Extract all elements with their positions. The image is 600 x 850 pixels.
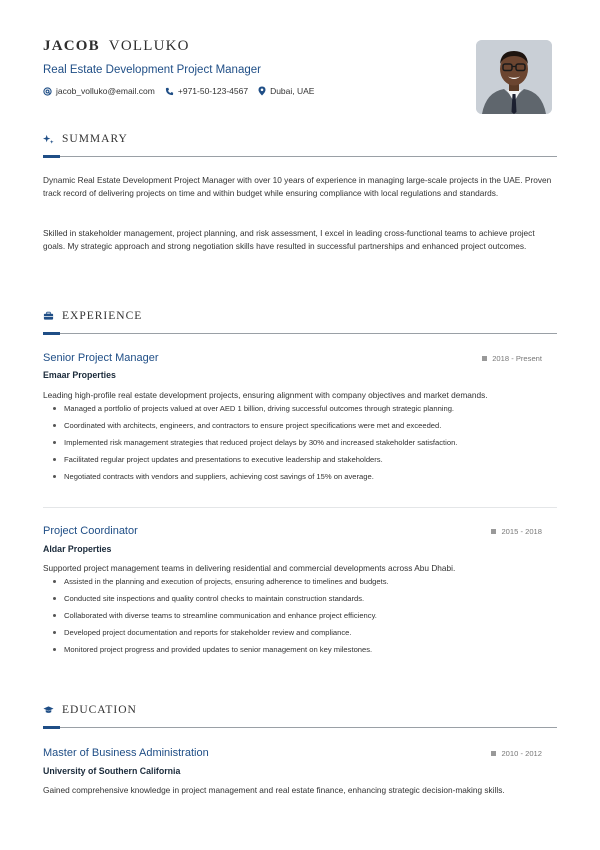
- list-item: Conducted site inspections and quality control checks to maintain construction standards.: [50, 590, 550, 607]
- school-name: University of Southern California: [43, 766, 181, 776]
- summary-heading: SUMMARY: [62, 133, 128, 145]
- list-item: Developed project documentation and reports for stakeholder review and compliance.: [50, 624, 550, 641]
- briefcase-icon: [43, 311, 54, 321]
- experience-heading: EXPERIENCE: [62, 310, 143, 322]
- list-item: Negotiated contracts with vendors and suppliers, achieving cost savings of 15% on average.: [50, 468, 550, 485]
- job-bullets-2: [50, 573, 550, 658]
- phone-text: +971-50-123-4567: [177, 86, 249, 96]
- list-item: Implemented risk management strategies that reduced project delays by 30% and increased stakeholder satisfaction.: [50, 434, 550, 451]
- last-name: VOLLUKO: [108, 38, 190, 54]
- job-company-1: Emaar Properties: [43, 370, 116, 380]
- first-name: JACOB: [43, 38, 100, 54]
- at-sign-icon: [43, 87, 52, 96]
- education-section-heading: [43, 702, 557, 730]
- calendar-icon: [482, 356, 487, 361]
- list-item: Assisted in the planning and execution of projects, ensuring adherence to timelines and budgets.: [50, 573, 550, 590]
- education-divider: [43, 726, 557, 730]
- education-dates-text: 2010 - 2012: [501, 749, 542, 758]
- list-item: Collaborated with diverse teams to streamline communication and enhance project efficiency.: [50, 607, 550, 624]
- job-company-2: Aldar Properties: [43, 544, 112, 554]
- graduation-cap-icon: [43, 705, 54, 715]
- entry-divider: [43, 507, 557, 508]
- list-item: Managed a portfolio of projects valued at over AED 1 billion, driving successful outcomes through strategic planning.: [50, 400, 550, 417]
- job-dates-2: [491, 527, 542, 536]
- job-dates-text-2: 2015 - 2018: [501, 527, 542, 536]
- sparkle-icon: [43, 134, 54, 145]
- job-title-1: Senior Project Manager: [43, 352, 159, 364]
- summary-paragraph-1: Dynamic Real Estate Development Project Manager with over 10 years of experience in managing large-scale projects in the UAE. Proven track record of delivering projects on time and within budget while ensuring compliance with local regulations and standards.: [43, 175, 552, 198]
- job-title-2: Project Coordinator: [43, 525, 138, 537]
- job-bullets-1: [50, 400, 550, 485]
- profile-photo: [476, 40, 552, 114]
- summary-paragraph-2: Skilled in stakeholder management, project planning, and risk assessment, I excel in leading cross-functional teams to achieve project goals. My strategic approach and strong negotiation skills have resulted in successful partnerships and enhanced project outcomes.: [43, 228, 535, 251]
- experience-section-heading: [43, 308, 557, 336]
- location-pin-icon: [258, 86, 266, 96]
- job-description-2: Supported project management teams in delivering residential and commercial developments across Abu Dhabi.: [43, 563, 456, 573]
- degree-title: Master of Business Administration: [43, 747, 209, 759]
- education-heading: EDUCATION: [62, 704, 137, 716]
- calendar-icon: [491, 529, 496, 534]
- list-item: Monitored project progress and provided updates to senior management on key milestones.: [50, 641, 550, 658]
- experience-divider: [43, 332, 557, 336]
- email-contact[interactable]: [43, 86, 155, 96]
- job-title: Real Estate Development Project Manager: [43, 64, 261, 76]
- list-item: Coordinated with architects, engineers, and contractors to ensure project specifications were met and exceeded.: [50, 417, 550, 434]
- email-text: jacob_volluko@email.com: [56, 86, 155, 96]
- contact-info: [43, 84, 324, 98]
- candidate-name: [43, 38, 190, 55]
- calendar-icon: [491, 751, 496, 756]
- summary-divider: [43, 155, 557, 159]
- phone-contact[interactable]: [165, 86, 248, 96]
- education-dates: [491, 749, 542, 758]
- job-dates-text-1: 2018 - Present: [492, 354, 542, 363]
- location-text: Dubai, UAE: [270, 86, 315, 96]
- phone-icon: [165, 87, 174, 96]
- summary-section-heading: [43, 131, 557, 159]
- job-description-1: Leading high-profile real estate development projects, ensuring alignment with company objectives and market demands.: [43, 390, 488, 400]
- education-description: Gained comprehensive knowledge in project management and real estate finance, enhancing strategic decision-making skills.: [43, 785, 505, 795]
- location-contact: [258, 86, 314, 96]
- list-item: Facilitated regular project updates and presentations to executive leadership and stakeholders.: [50, 451, 550, 468]
- job-dates-1: [482, 354, 542, 363]
